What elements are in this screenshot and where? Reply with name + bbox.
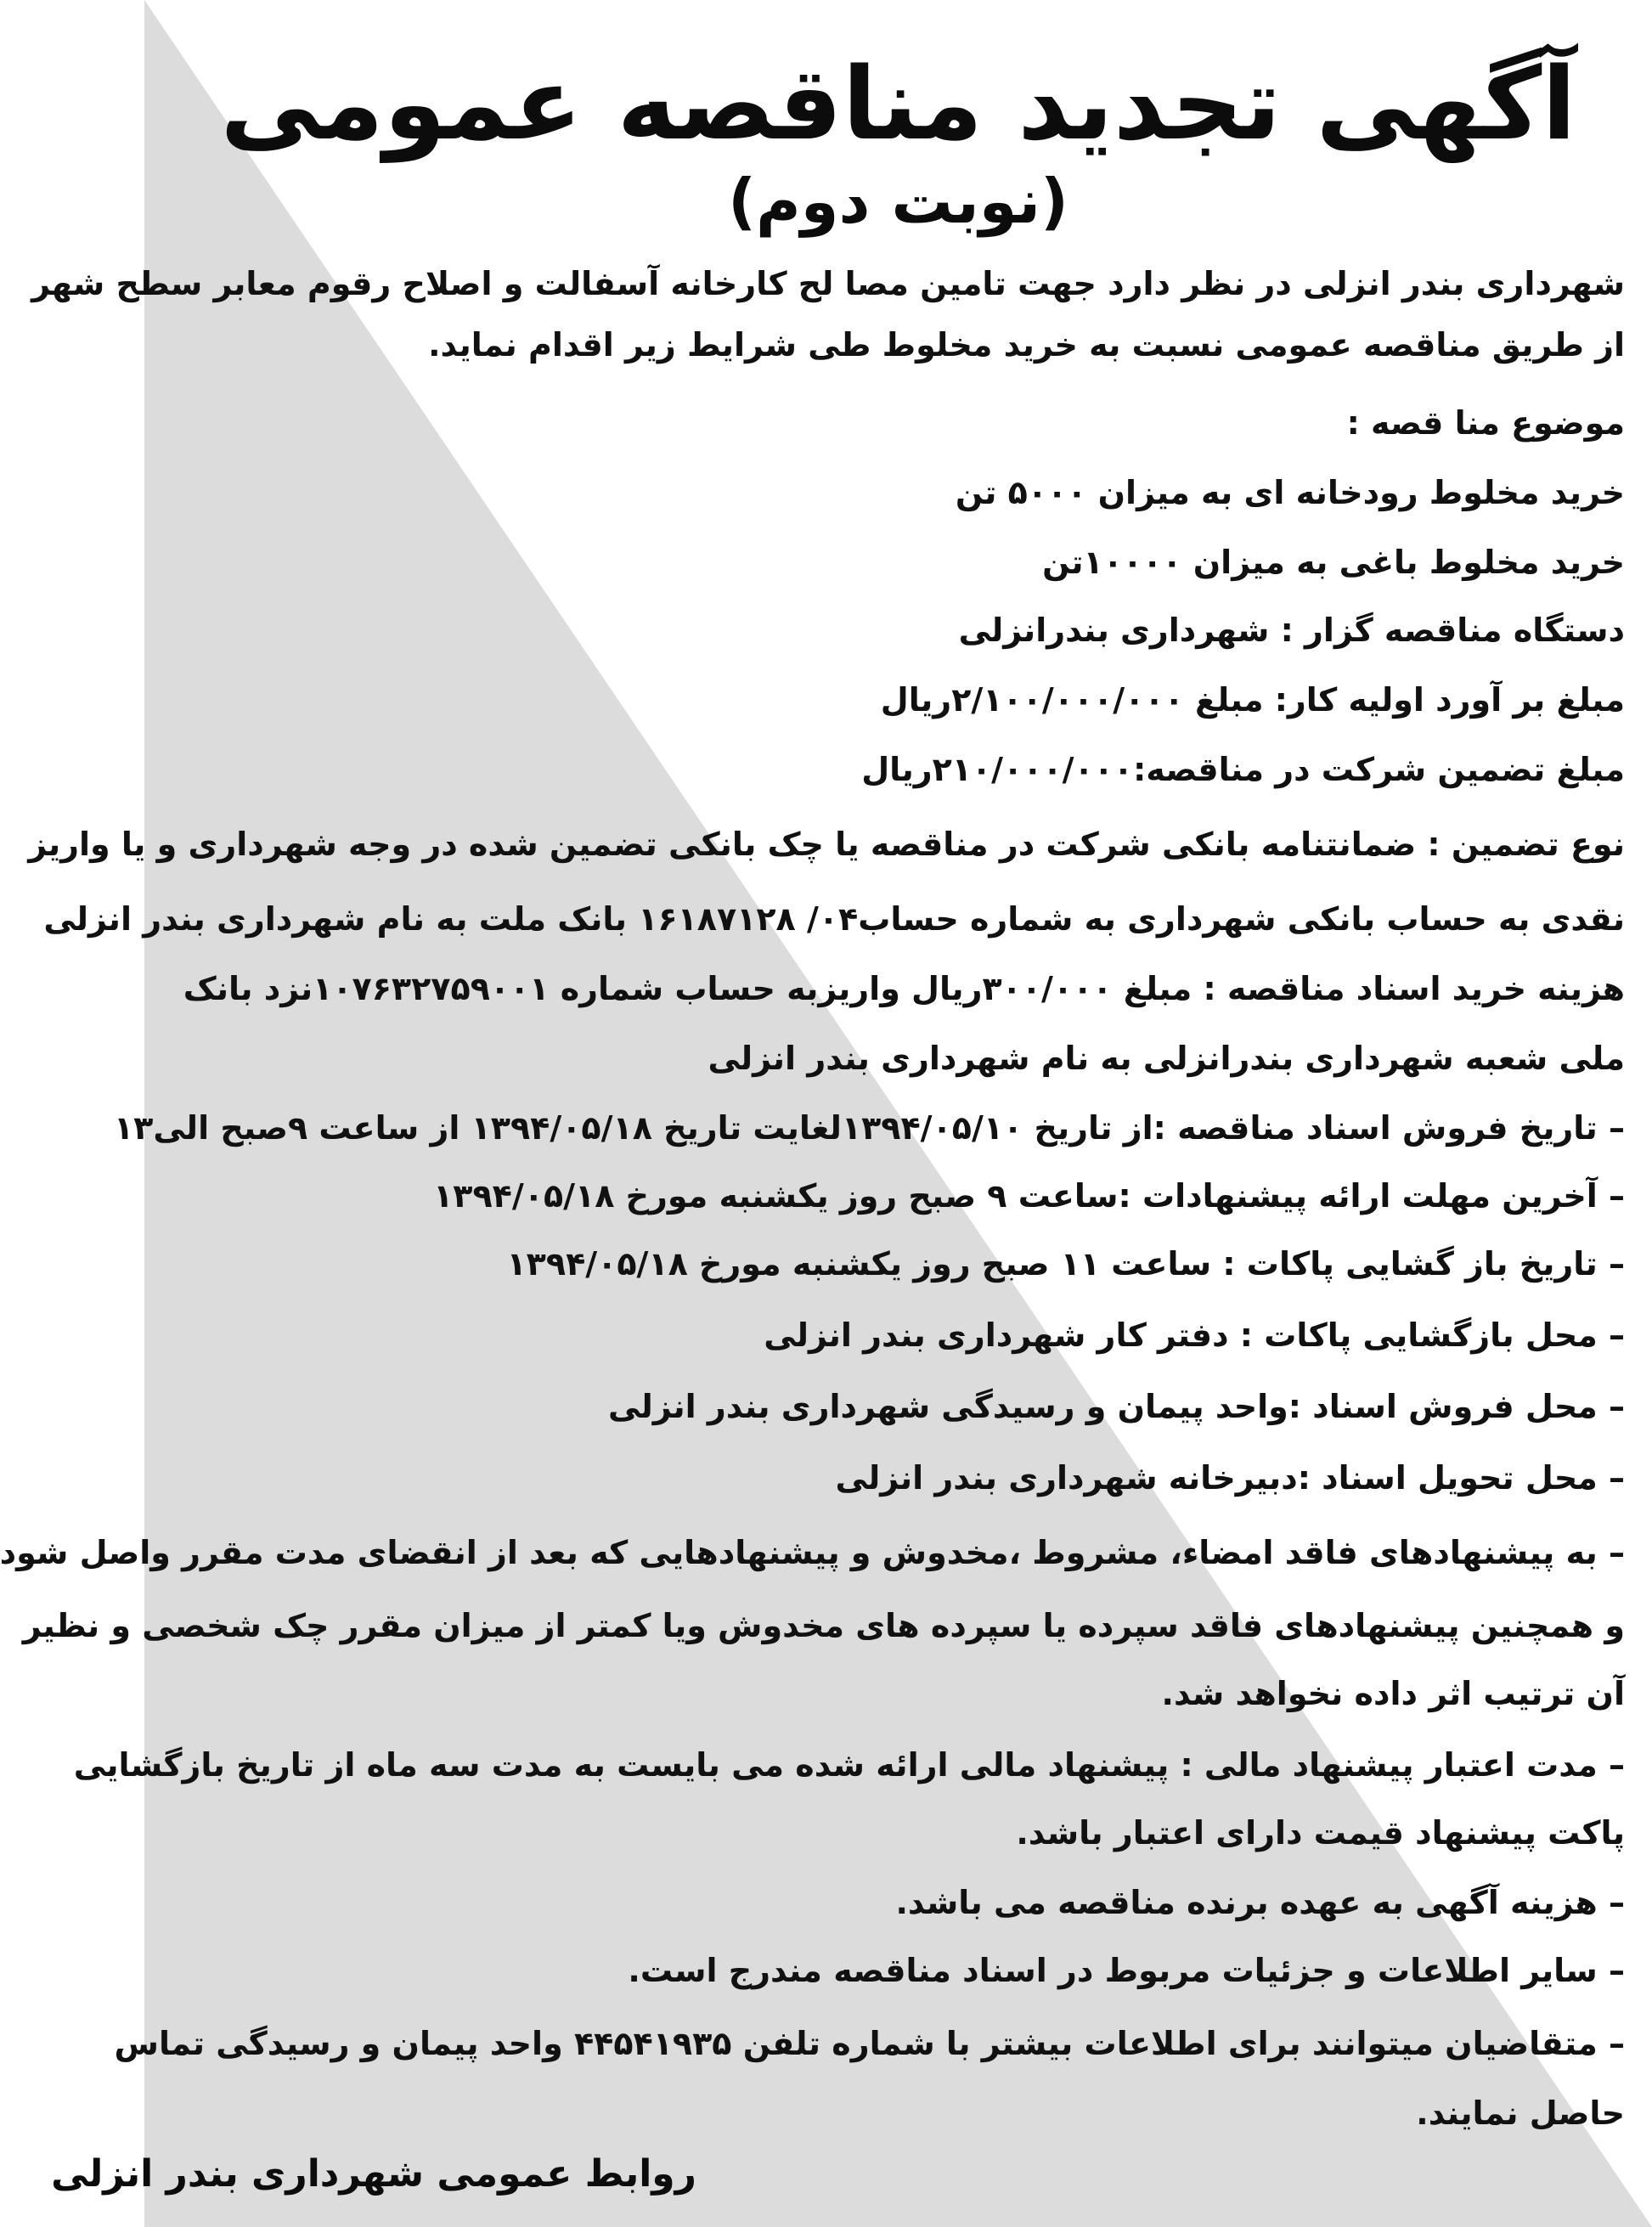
notice-line: هزینه خرید اسناد مناقصه : مبلغ ۳۰۰/۰۰۰ریال واریزبه حساب شماره ۱۰۷۶۳۲۷۵۹۰۰۱نزد بانک: [183, 970, 1625, 1007]
notice-line: – مدت اعتبار پیشنهاد مالی : پیشنهاد مالی ارائه شده می بایست به مدت سه ماه از تاریخ بازگشایی: [73, 1746, 1625, 1784]
notice-line: – هزینه آگهی به عهده برنده مناقصه می باشد.: [895, 1884, 1625, 1921]
notice-line: ملی شعبه شهرداری بندرانزلی به نام شهرداری بندر انزلی: [708, 1040, 1625, 1077]
signature-public-relations: روابط عمومی شهرداری بندر انزلی: [51, 2152, 696, 2196]
notice-line: آن ترتیب اثر داده نخواهد شد.: [1161, 1675, 1625, 1712]
notice-line: و همچنین پیشنهادهای فاقد سپرده یا سپرده های مخدوش ویا کمتر از میزان مقرر چک شخصی و نظیر: [22, 1607, 1625, 1644]
notice-line: – تاریخ فروش اسناد مناقصه :از تاریخ ۱۳۹۴/۰۵/۱۰لغایت تاریخ ۱۳۹۴/۰۵/۱۸ از ساعت ۹صبح الی۱۳: [113, 1109, 1625, 1147]
notice-line: نوع تضمین : ضمانتنامه بانکی شرکت در مناقصه یا چک بانکی تضمین شده در وجه شهرداری و یا واریز: [28, 826, 1625, 863]
notice-line: شهرداری بندر انزلی در نظر دارد جهت تامین مصا لح کارخانه آسفالت و اصلاح رقوم معابر سطح شهر: [31, 265, 1625, 302]
notice-line: موضوع منا قصه :: [1346, 404, 1625, 442]
notice-line: دستگاه مناقصه گزار : شهرداری بندرانزلی: [958, 612, 1625, 649]
notice-line: – محل فروش اسناد :واحد پیمان و رسیدگی شهرداری بندر انزلی: [608, 1388, 1625, 1425]
notice-title: آگهی تجدید مناقصه عمومی: [220, 45, 1576, 162]
notice-line: – به پیشنهادهای فاقد امضاء، مشروط ،مخدوش و پیشنهادهایی که بعد از انقضای مدت مقرر واصل شود: [0, 1534, 1625, 1571]
notice-line: از طریق مناقصه عمومی نسبت به خرید مخلوط طی شرایط زیر اقدام نماید.: [428, 326, 1625, 364]
notice-subtitle: (نوبت دوم): [728, 166, 1068, 237]
notice-line: خرید مخلوط رودخانه ای به میزان ۵۰۰۰ تن: [955, 474, 1625, 511]
notice-line: مبلغ بر آورد اولیه کار: مبلغ ۲/۱۰۰/۰۰۰/۰۰۰ریال: [880, 681, 1625, 719]
notice-line: – آخرین مهلت ارائه پیشنهادات :ساعت ۹ صبح روز یکشنبه مورخ ۱۳۹۴/۰۵/۱۸: [433, 1177, 1625, 1215]
notice-line: خرید مخلوط باغی به میزان ۱۰۰۰۰تن: [1042, 544, 1625, 581]
notice-line: – محل بازگشایی پاکات : دفتر کار شهرداری بندر انزلی: [764, 1316, 1625, 1354]
notice-line: نقدی به حساب بانکی شهرداری به شماره حساب۰۴/ ۱۶۱۸۷۱۲۸ بانک ملت به نام شهرداری بندر انزلی: [43, 900, 1625, 938]
notice-line: مبلغ تضمین شرکت در مناقصه:۲۱۰/۰۰۰/۰۰۰ریال: [861, 751, 1625, 788]
notice-line: – تاریخ باز گشایی پاکات : ساعت ۱۱ صبح روز یکشنبه مورخ ۱۳۹۴/۰۵/۱۸: [506, 1245, 1625, 1283]
notice-line: – محل تحویل اسناد :دبیرخانه شهرداری بندر انزلی: [835, 1459, 1625, 1497]
notice-line: – سایر اطلاعات و جزئیات مربوط در اسناد مناقصه مندرج است.: [628, 1952, 1625, 1989]
notice-line: پاکت پیشنهاد قیمت دارای اعتبار باشد.: [1016, 1814, 1625, 1852]
notice-line: – متقاضیان میتوانند برای اطلاعات بیشتر با شماره تلفن ۴۴۵۴۱۹۳۵ واحد پیمان و رسیدگی تماس: [114, 2025, 1625, 2062]
notice-line: حاصل نمایند.: [1416, 2095, 1625, 2132]
